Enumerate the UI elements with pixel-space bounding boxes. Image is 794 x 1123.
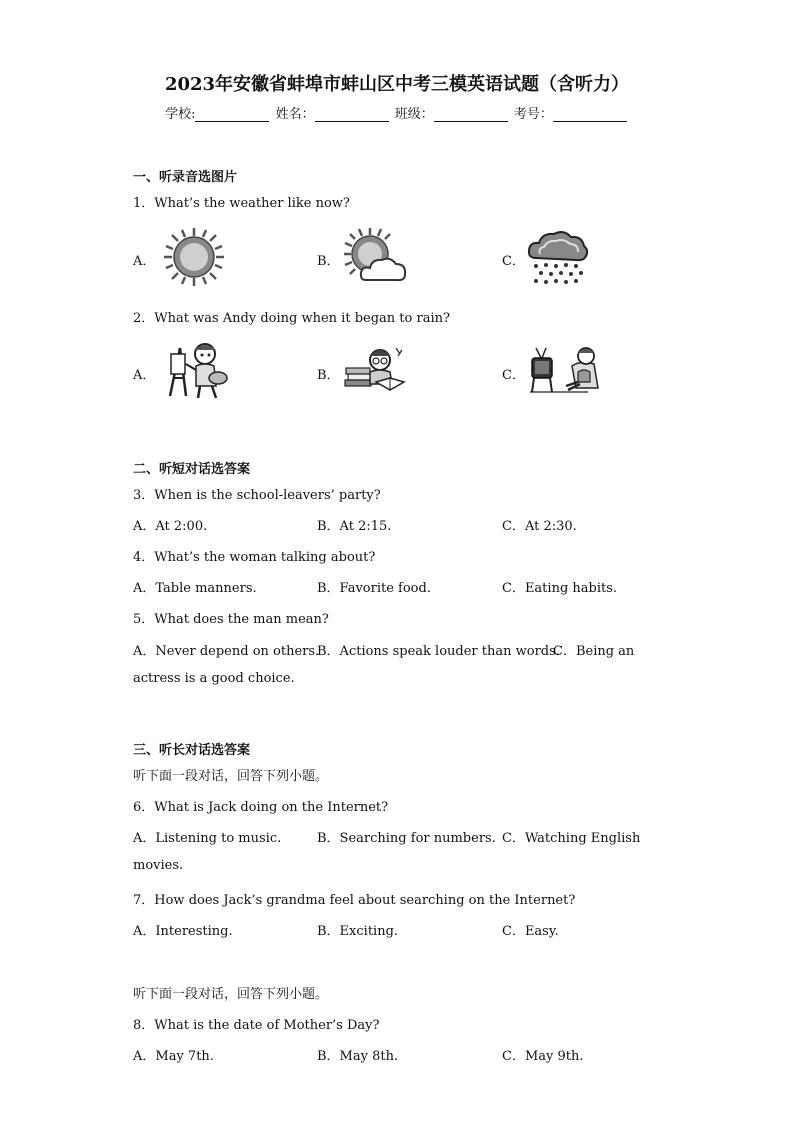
q8-option-b[interactable]: B．May 8th. bbox=[317, 1049, 399, 1064]
q3-option-b[interactable]: B．At 2:15. bbox=[317, 519, 392, 534]
q5-option-c-continued: actress is a good choice. bbox=[133, 671, 295, 686]
class-field-label: 班级： bbox=[394, 107, 434, 122]
school-blank[interactable] bbox=[195, 108, 269, 122]
q1-option-a-label[interactable]: A． bbox=[133, 254, 156, 269]
name-blank[interactable] bbox=[315, 108, 389, 122]
boy-watching-tv-icon[interactable] bbox=[528, 344, 604, 396]
q1-option-b-label[interactable]: B． bbox=[317, 254, 340, 269]
q3-option-c[interactable]: C．At 2:30. bbox=[502, 519, 577, 534]
section-heading-1: 一、听录音选图片 bbox=[133, 170, 238, 185]
q2-option-c-label[interactable]: C． bbox=[502, 368, 525, 383]
q2-option-b-label[interactable]: B． bbox=[317, 368, 340, 383]
school-field-label: 学校: bbox=[165, 107, 196, 122]
q1-option-c-label[interactable]: C． bbox=[502, 254, 525, 269]
q7-option-c[interactable]: C．Easy. bbox=[502, 924, 559, 939]
q2-option-a-label[interactable]: A． bbox=[133, 368, 156, 383]
question-8: 8．What is the date of Mother’s Day? bbox=[133, 1018, 380, 1033]
question-5: 5．What does the man mean? bbox=[133, 612, 329, 627]
exam-number-field-label: 考号： bbox=[513, 107, 553, 122]
student-info-line bbox=[0, 103, 794, 122]
boy-painting-icon[interactable] bbox=[160, 340, 228, 400]
q6-option-c-continued: movies. bbox=[133, 858, 184, 873]
q4-option-a[interactable]: A．Table manners. bbox=[133, 581, 257, 596]
q7-option-b[interactable]: B．Exciting. bbox=[317, 924, 399, 939]
sun-icon[interactable] bbox=[162, 226, 226, 288]
q5-option-c[interactable]: C．Being an bbox=[553, 644, 635, 659]
name-field-label: 姓名： bbox=[275, 107, 315, 122]
dialogue-intro-2: 听下面一段对话，回答下列小题。 bbox=[133, 987, 329, 1002]
question-4: 4．What’s the woman talking about? bbox=[133, 550, 376, 565]
q5-option-b[interactable]: B．Actions speak louder than words. bbox=[317, 644, 560, 659]
sun-cloud-icon[interactable] bbox=[342, 226, 408, 288]
question-1: 1．What’s the weather like now? bbox=[133, 196, 350, 211]
exam-number-blank[interactable] bbox=[553, 108, 627, 122]
snow-cloud-icon[interactable] bbox=[526, 228, 590, 290]
boy-reading-icon[interactable] bbox=[342, 344, 408, 394]
class-blank[interactable] bbox=[434, 108, 508, 122]
q6-option-c[interactable]: C．Watching English bbox=[502, 831, 641, 846]
dialogue-intro-1: 听下面一段对话，回答下列小题。 bbox=[133, 769, 329, 784]
q3-option-a[interactable]: A．At 2:00. bbox=[133, 519, 208, 534]
page-title: 2023年安徽省蚌埠市蚌山区中考三模英语试题（含听力） bbox=[164, 74, 630, 95]
q6-option-a[interactable]: A．Listening to music. bbox=[133, 831, 282, 846]
question-3: 3．When is the school-leavers’ party? bbox=[133, 488, 381, 503]
q4-option-b[interactable]: B．Favorite food. bbox=[317, 581, 431, 596]
section-heading-2: 二、听短对话选答案 bbox=[133, 462, 251, 477]
q7-option-a[interactable]: A．Interesting. bbox=[133, 924, 233, 939]
question-6: 6．What is Jack doing on the Internet? bbox=[133, 800, 389, 815]
section-heading-3: 三、听长对话选答案 bbox=[133, 743, 251, 758]
q8-option-c[interactable]: C．May 9th. bbox=[502, 1049, 584, 1064]
q6-option-b[interactable]: B．Searching for numbers. bbox=[317, 831, 496, 846]
q5-option-a[interactable]: A．Never depend on others. bbox=[133, 644, 320, 659]
question-7: 7．How does Jack’s grandma feel about searching on the Internet? bbox=[133, 893, 576, 908]
question-2: 2．What was Andy doing when it began to rain? bbox=[133, 311, 450, 326]
q8-option-a[interactable]: A．May 7th. bbox=[133, 1049, 214, 1064]
q4-option-c[interactable]: C．Eating habits. bbox=[502, 581, 618, 596]
